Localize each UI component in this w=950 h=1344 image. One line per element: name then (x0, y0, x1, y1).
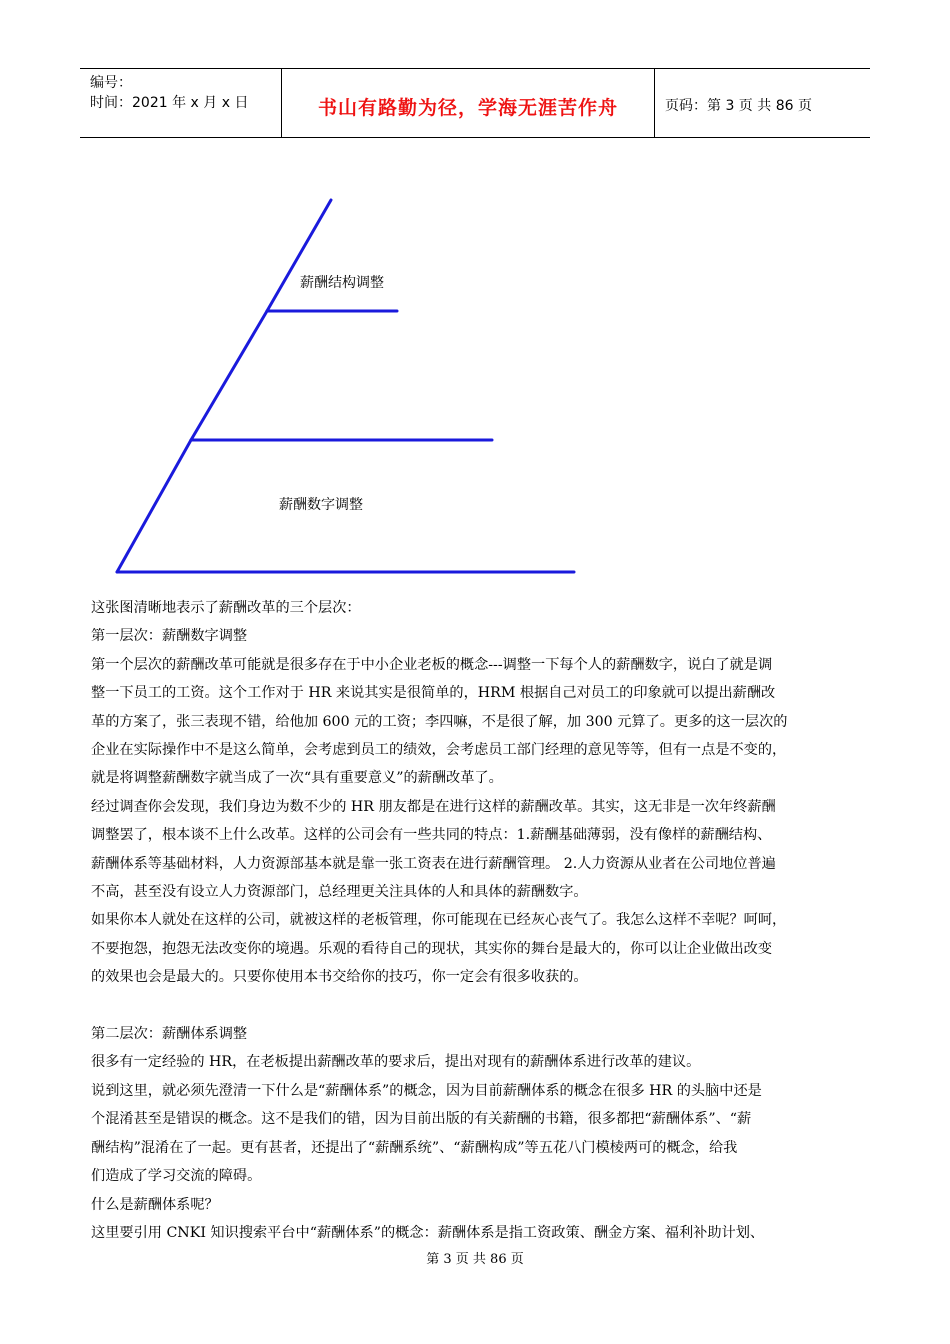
text-line: 什么是薪酬体系呢？ (91, 1196, 219, 1213)
text-line: 整一下员工的工资。这个工作对于 HR 来说其实是很简单的，HRM 根据自己对员工的印象就可以提出薪酬改 (91, 685, 776, 702)
page-header (80, 68, 870, 138)
page-info: 页码：第 3 页 共 86 页 (665, 98, 812, 114)
text-line: 这张图清晰地表示了薪酬改革的三个层次： (91, 600, 361, 616)
text-line: 酬结构”混淆在了一起。更有甚者，还提出了“薪酬系统”、“薪酬构成”等五花八门模棱两可的概念，给我 (91, 1139, 738, 1156)
text-line: 的效果也会是最大的。只要你使用本书交给你的技巧，你一定会有很多收获的。 (91, 969, 588, 986)
text-line: 不高，甚至没有设立人力资源部门，总经理更关注具体的人和具体的薪酬数字。 (91, 884, 588, 901)
text-line: 们造成了学习交流的障碍。 (91, 1168, 262, 1185)
text-line: 调整罢了，根本谈不上什么改革。这样的公司会有一些共同的特点：1.薪酬基础薄弱，没有像样的薪酬结构、 (91, 827, 772, 844)
text-line: 这里要引用 CNKI 知识搜索平台中“薪酬体系”的概念：薪酬体系是指工资政策、酬金方案、福利补助计划、 (91, 1224, 765, 1241)
blank-line (91, 992, 871, 1020)
motto-text: 书山有路勤为径，学海无涯苦作舟 (317, 97, 618, 119)
diagram-label-lower: 薪酬数字调整 (279, 497, 363, 513)
text-line: 革的方案了，张三表现不错，给他加 600 元的工资；李四嘛，不是很了解，加 300 元算了。更多的这一层次的 (91, 713, 788, 730)
header-motto-cell (282, 69, 655, 137)
number-label: 编号： (90, 75, 132, 91)
text-line: 第一层次：薪酬数字调整 (91, 628, 248, 645)
text-line: 第二层次：薪酬体系调整 (91, 1026, 248, 1043)
text-line: 企业在实际操作中不是这么简单，会考虑到员工的绩效，会考虑员工部门经理的意见等等，但有一点是不变的， (91, 742, 787, 759)
diagram-slope-middle (191, 311, 267, 440)
text-line: 经过调查你会发现，我们身边为数不少的 HR 朋友都是在进行这样的薪酬改革。其实，这无非是一次年终薪酬 (91, 798, 776, 815)
text-line: 个混淆甚至是错误的概念。这不是我们的错，因为目前出版的有关薪酬的书籍，很多都把“薪酬体系”、“薪 (91, 1111, 752, 1128)
diagram-slope-lower (117, 440, 191, 572)
header-info-cell (80, 69, 282, 137)
page-footer: 第 3 页 共 86 页 (426, 1252, 524, 1267)
text-line: 第一个层次的薪酬改革可能就是很多存在于中小企业老板的概念---调整一下每个人的薪酬数字，说白了就是调 (91, 656, 773, 673)
text-line: 很多有一定经验的 HR，在老板提出薪酬改革的要求后，提出对现有的薪酬体系进行改革的建议。 (91, 1054, 701, 1071)
text-line: 薪酬体系等基础材料，人力资源部基本就是靠一张工资表在进行薪酬管理。 2.人力资源从业者在公司地位普遍 (91, 855, 776, 872)
text-line: 如果你本人就处在这样的公司，就被这样的老板管理，你可能现在已经灰心丧气了。我怎么这样不幸呢？呵呵， (91, 912, 787, 929)
text-line: 说到这里，就必须先澄清一下什么是“薪酬体系”的概念，因为目前薪酬体系的概念在很多 HR 的头脑中还是 (91, 1082, 762, 1099)
diagram-slope-upper (267, 200, 331, 311)
text-line: 不要抱怨，抱怨无法改变你的境遇。乐观的看待自己的现状，其实你的舞台是最大的，你可以让企业做出改变 (91, 940, 773, 957)
diagram-label-upper: 薪酬结构调整 (300, 275, 384, 291)
header-page-cell (655, 69, 870, 137)
body-text (91, 594, 871, 1247)
date-label: 时间：2021 年 x 月 x 日 (90, 95, 249, 111)
text-line: 就是将调整薪酬数字就当成了一次“具有重要意义”的薪酬改革了。 (91, 770, 503, 787)
